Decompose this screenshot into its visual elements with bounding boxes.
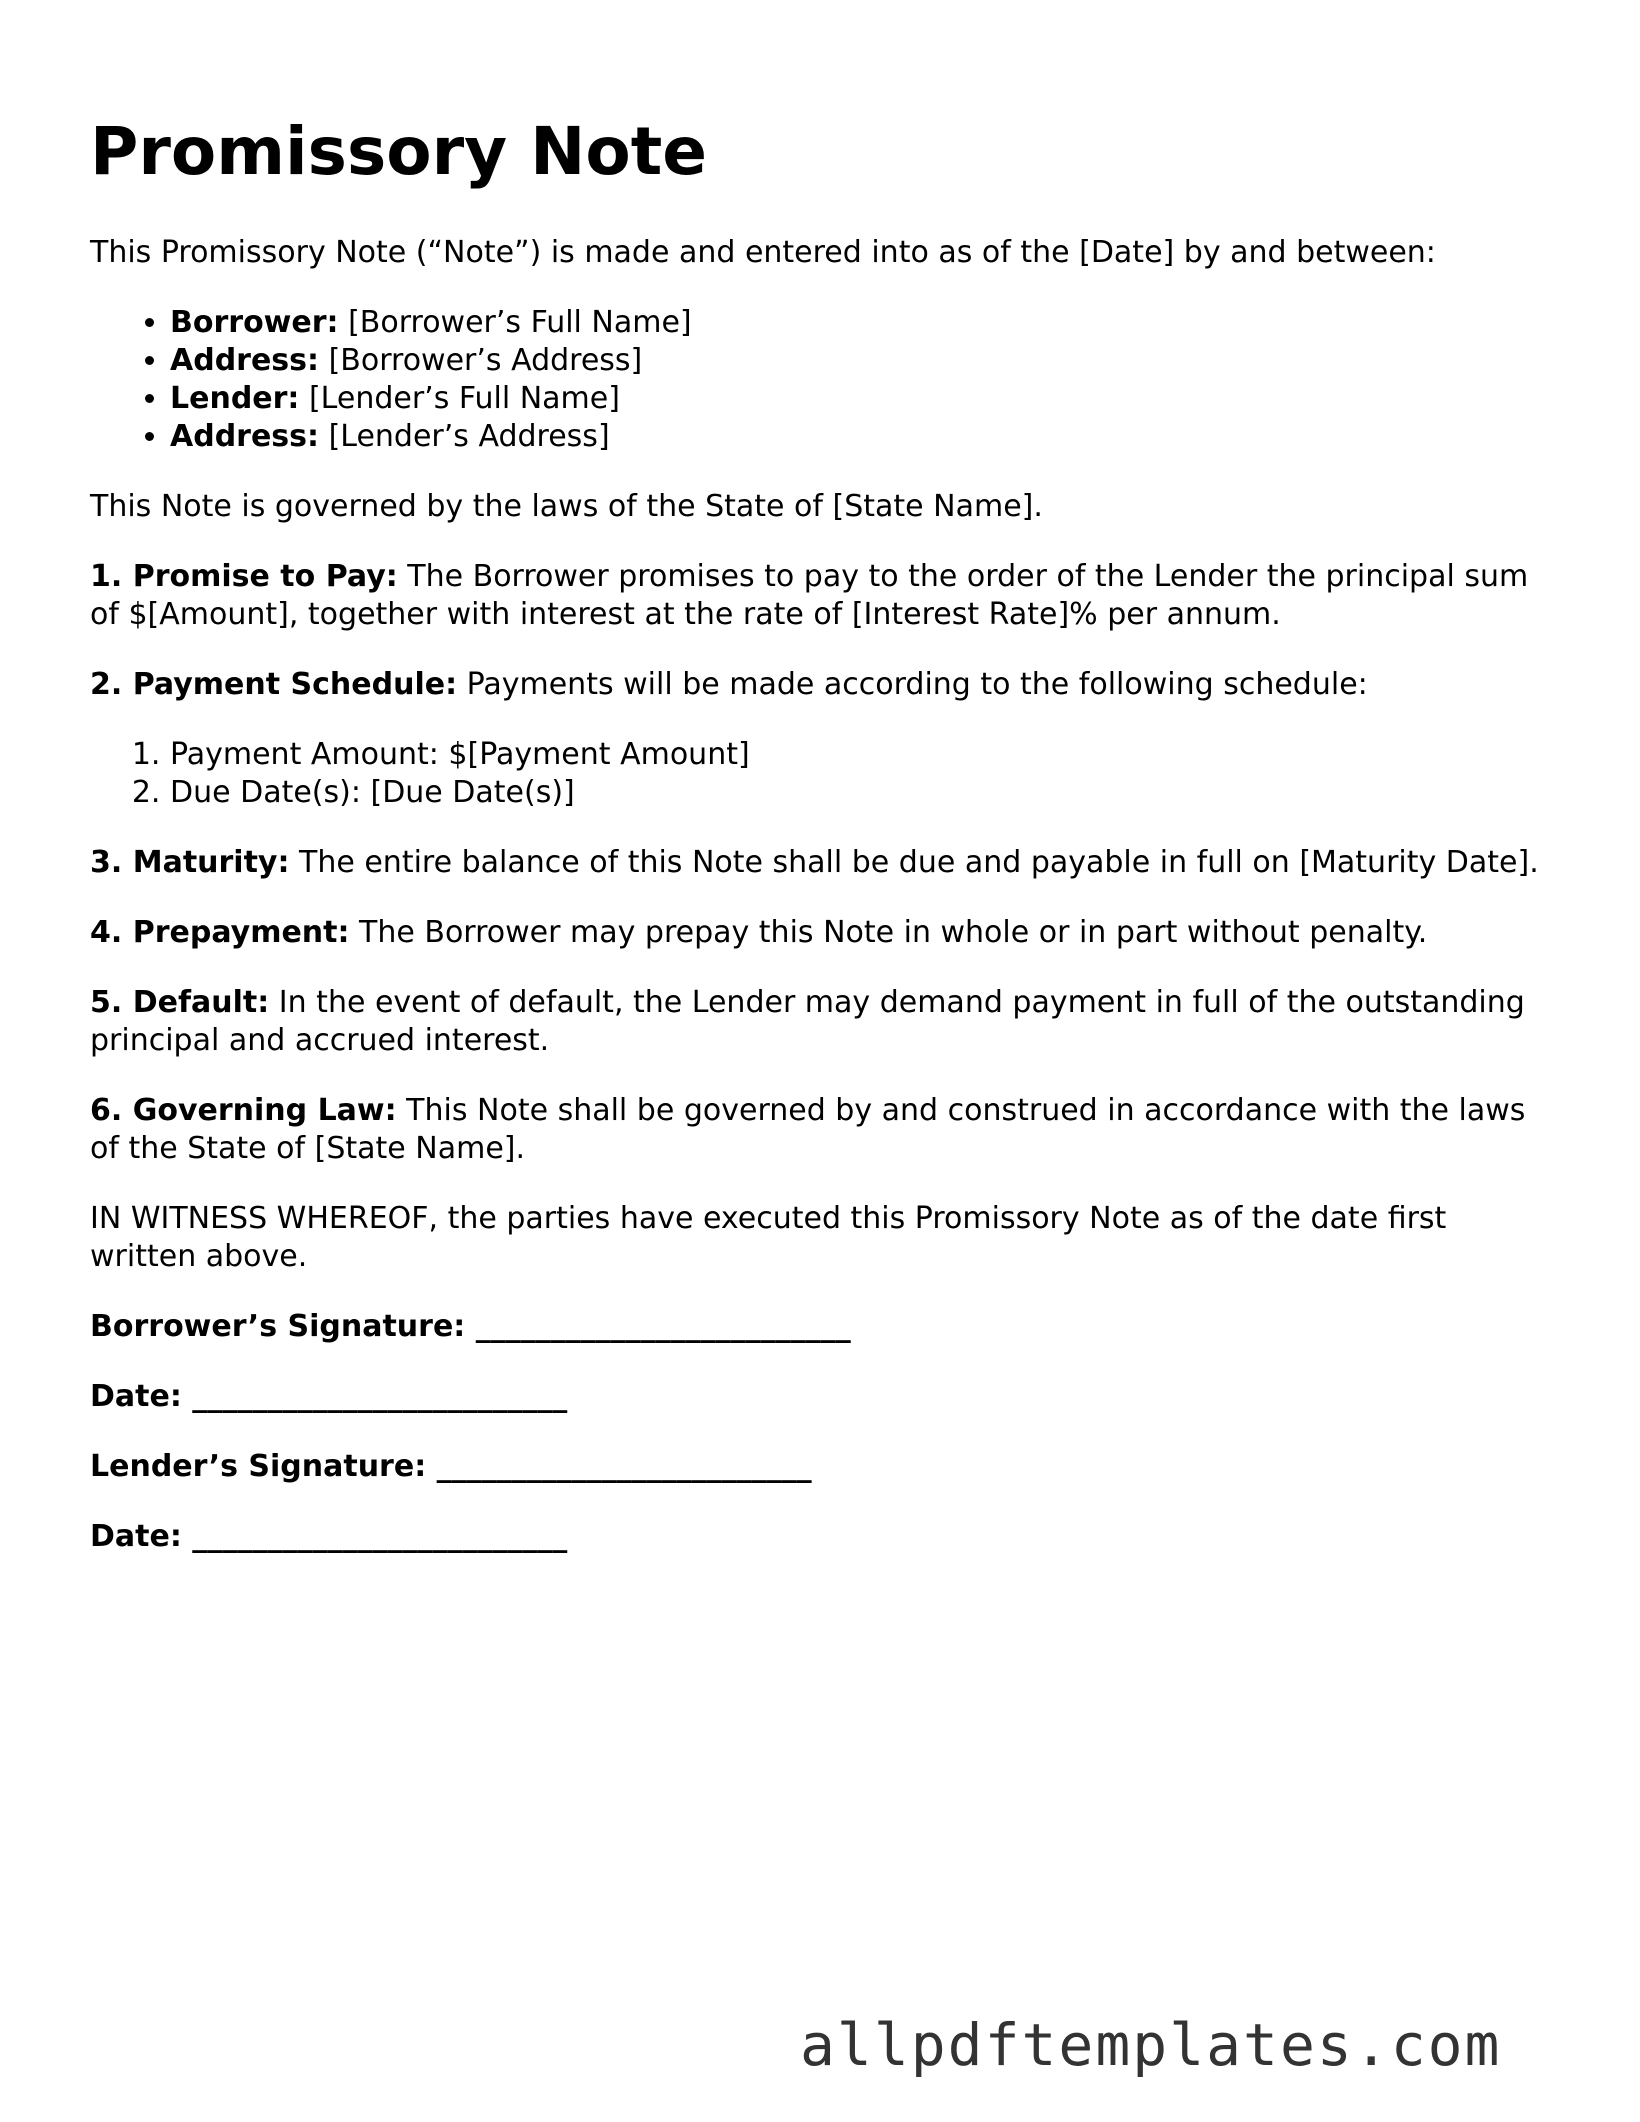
document-title: Promissory Note [90,113,708,190]
section-maturity: 3. Maturity: The entire balance of this Note shall be due and payable in full on [Maturity Date]. [90,845,1539,880]
party-lender-address: • Address: [Lender’s Address] [170,418,1560,456]
governing-statement: This Note is governed by the laws of the State of [State Name]. [90,489,1043,524]
section-default: 5. Default: In the event of default, the Lender may demand payment in full of the outstanding principal and accrued interest. [90,985,1525,1058]
party-lender-name: • Lender: [Lender’s Full Name] [170,380,1560,418]
party-borrower-name: • Borrower: [Borrower’s Full Name] [170,304,1560,342]
section-governing-law: 6. Governing Law: This Note shall be governed by and construed in accordance with the laws of the State of [State Name]. [90,1093,1526,1166]
borrower-signature-line: Borrower’s Signature: _________________________ [90,1309,851,1344]
lender-date-line: Date: _________________________ [90,1519,568,1554]
witness-paragraph: IN WITNESS WHEREOF, the parties have executed this Promissory Note as of the date first written above. [90,1201,1447,1274]
borrower-date-line: Date: _________________________ [90,1379,568,1414]
intro-paragraph: This Promissory Note (“Note”) is made and entered into as of the [Date] by and between: [90,235,1436,270]
watermark-text: allpdftemplates.com [800,2011,1502,2079]
schedule-list [90,736,1560,812]
party-borrower-address: • Address: [Borrower’s Address] [170,342,1560,380]
section-payment-schedule: 2. Payment Schedule: Payments will be made according to the following schedule: [90,667,1368,702]
parties-list [90,304,1560,456]
section-prepayment: 4. Prepayment: The Borrower may prepay this Note in whole or in part without penalty. [90,915,1428,950]
schedule-item-due-dates: 2. Due Date(s): [Due Date(s)] [170,774,1560,812]
schedule-item-amount: 1. Payment Amount: $[Payment Amount] [170,736,1560,774]
lender-signature-line: Lender’s Signature: _________________________ [90,1449,812,1484]
document-page [90,112,1560,1588]
section-promise-to-pay: 1. Promise to Pay: The Borrower promises to pay to the order of the Lender the principal sum of $[Amount], together with interest at the rate of [Interest Rate]% per annum. [90,559,1529,632]
